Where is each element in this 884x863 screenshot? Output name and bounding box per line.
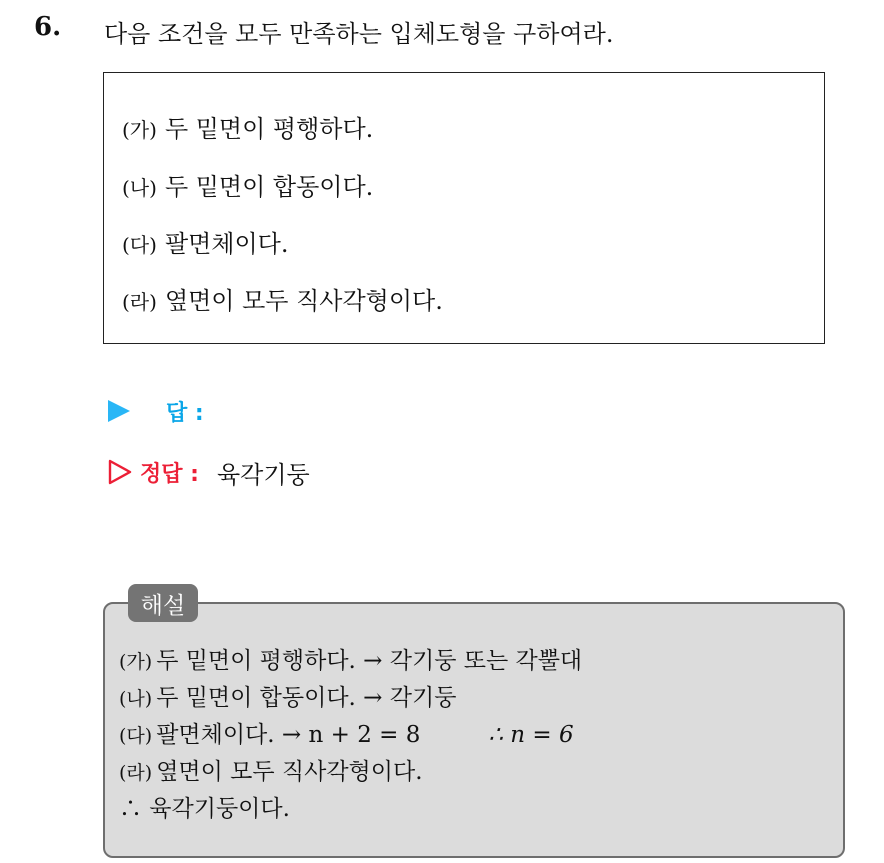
explanation-line	[119, 679, 456, 712]
condition-item	[122, 167, 373, 202]
question-text: 다음 조건을 모두 만족하는 입체도형을 구하여라.	[104, 20, 614, 48]
explanation-line	[119, 753, 423, 786]
condition-item	[122, 224, 289, 259]
explanation-text: 팔면체이다. → n + 2 = 8	[156, 722, 421, 748]
condition-text: 팔면체이다.	[164, 230, 289, 258]
condition-text: 두 밑면이 합동이다.	[164, 173, 374, 201]
condition-mark: (다)	[122, 233, 157, 257]
explanation-mark: (다)	[119, 725, 153, 747]
explanation-mark: (라)	[119, 762, 153, 784]
condition-item	[122, 109, 373, 144]
explanation-text: ∴ 육각기둥이다.	[119, 796, 290, 822]
explanation-mark: (가)	[119, 651, 153, 673]
question-number: 6.	[34, 12, 62, 42]
explanation-text: 옆면이 모두 직사각형이다.	[156, 759, 423, 785]
conditions-box	[103, 72, 825, 344]
explanation-mark: (나)	[119, 688, 153, 710]
answer-label: 답 :	[166, 400, 204, 426]
answer-row	[108, 393, 204, 429]
condition-mark: (나)	[122, 176, 157, 200]
explanation-conclusion: ∴ n = 6	[488, 722, 574, 748]
correct-answer-label: 정답 :	[140, 461, 199, 487]
condition-mark: (가)	[122, 118, 157, 142]
outline-triangle-icon	[108, 459, 132, 485]
condition-text: 두 밑면이 평행하다.	[164, 115, 374, 143]
explanation-text: 두 밑면이 합동이다. → 각기둥	[156, 685, 457, 711]
condition-mark: (라)	[122, 290, 157, 314]
correct-answer-value: 육각기둥	[216, 460, 310, 489]
correct-answer-row	[108, 454, 310, 490]
condition-item	[122, 281, 443, 316]
explanation-box	[103, 602, 845, 858]
explanation-line	[119, 716, 574, 749]
explanation-line	[119, 642, 582, 675]
explanation-tab: 해설	[128, 584, 198, 622]
condition-text: 옆면이 모두 직사각형이다.	[164, 287, 443, 315]
explanation-line	[119, 790, 290, 823]
explanation-text: 두 밑면이 평행하다. → 각기둥 또는 각뿔대	[156, 648, 583, 674]
answer-triangle-icon	[108, 400, 130, 422]
